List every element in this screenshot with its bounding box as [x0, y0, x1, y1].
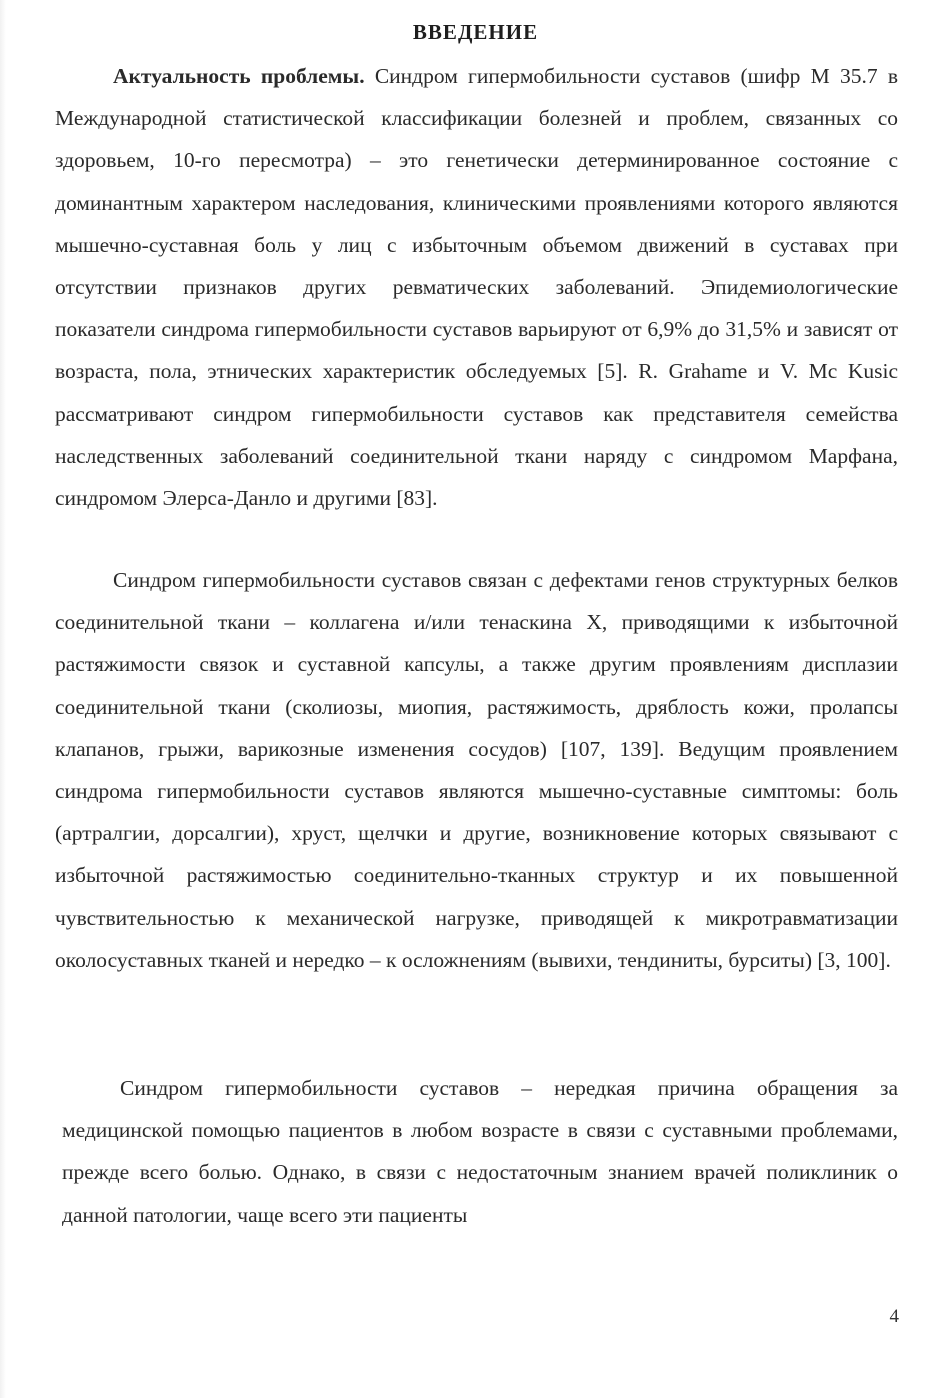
scan-shadow-edge	[0, 0, 6, 1398]
paragraph-body: Синдром гипермобильности суставов (шифр M 35.7 в Международной статистической классификации болезней и проблем, связанных со здоровьем, 10-го пересмотра) – это генетически детерминированное состояние с доминантным характером наследования, клиническими проявлениями которого являются мышечно-суставная боль у лиц с избыточным объемом движений в суставах при отсутствии признаков других ревматических заболеваний. Эпидемиологические показатели синдрома гипермобильности суставов варьируют от 6,9% до 31,5% и зависят от возраста, пола, этнических характеристик обследуемых [5]. R. Grahame и V. Mc Kusic рассматривают синдром гипермобильности суставов как представителя семейства наследственных заболеваний соединительной ткани наряду с синдромом Марфана, синдромом Элерса-Данло и другими [83].	[55, 64, 898, 511]
page-number: 4	[889, 1306, 899, 1327]
paragraph-clinical-relevance	[62, 1067, 898, 1236]
paragraph-lead-heading: Актуальность проблемы.	[113, 64, 365, 88]
paragraph-relevance	[55, 55, 898, 519]
paragraph-body: Синдром гипермобильности суставов – нередкая причина обращения за медицинской помощью пациентов в любом возрасте в связи с суставными проблемами, прежде всего болью. Однако, в связи с недостаточным знанием врачей поликлиник о данной патологии, чаще всего эти пациенты	[62, 1076, 898, 1227]
section-title: ВВЕДЕНИЕ	[412, 20, 539, 44]
paragraph-etiology: Синдром гипермобильности суставов связан с дефектами генов структурных белков соединительной ткани – коллагена и/или тенаскина Х, приводящими к избыточной растяжимости связок и суставной капсулы, а также другим проявлениям дисплазии соединительной ткани (сколиозы, миопия, растяжимость, дряблость кожи, пролапсы клапанов, грыжи, варикозные изменения сосудов) [107, 139]. Ведущим проявлением синдрома гипермобильности суставов являются мышечно-суставные симптомы: боль (артралгии, дорсалгии), хруст, щелчки и другие, возникновение которых связывают с избыточной растяжимостью соединительно-тканных структур и их повышенной чувствительностью к механической нагрузке, приводящей к микротравматизации околосуставных тканей и нередко – к осложнениям (вывихи, тендиниты, бурситы) [3, 100].	[55, 568, 898, 972]
